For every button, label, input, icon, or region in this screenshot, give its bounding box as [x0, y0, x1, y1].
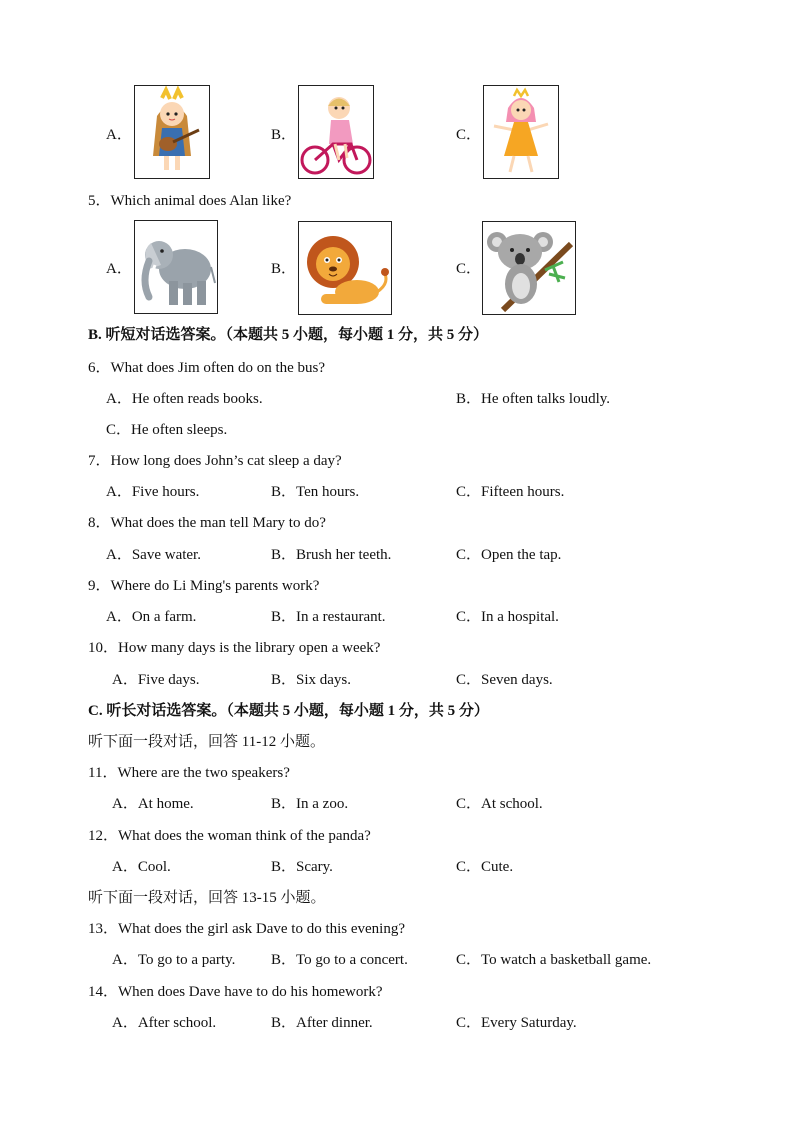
question-8: 8．What does the man tell Mary to do? — [88, 515, 326, 531]
q4-option-c-letter: C． — [456, 127, 482, 143]
q12-option-b: B．Scary. — [271, 859, 333, 875]
q5-option-c-picture — [482, 221, 576, 315]
question-11: 11．Where are the two speakers? — [88, 765, 290, 781]
q5-question: 5．Which animal does Alan like? — [88, 193, 292, 209]
q10-option-b: B．Six days. — [271, 672, 352, 688]
section-b-marker: B. — [88, 327, 102, 343]
q7-option-c: C．Fifteen hours. — [456, 484, 565, 500]
q10-option-a: A．Five days. — [112, 672, 200, 688]
question-9: 9．Where do Li Ming's parents work? — [88, 578, 320, 594]
section-c-title: 听长对话选答案。（本题共 5 小题，每小题 1 分，共 5 分） — [106, 703, 489, 719]
q5-option-b-letter: B． — [271, 261, 297, 277]
question-10: 10．How many days is the library open a week? — [88, 640, 381, 656]
koala-icon — [483, 222, 575, 314]
question-12: 12．What does the woman think of the panda? — [88, 828, 371, 844]
q10-option-c: C．Seven days. — [456, 672, 553, 688]
girl-dancing-icon — [484, 86, 558, 178]
q13-option-b: B．To go to a concert. — [271, 952, 408, 968]
question-13: 13．What does the girl ask Dave to do this evening? — [88, 921, 406, 937]
q8-option-a: A．Save water. — [106, 547, 201, 563]
q7-option-a: A．Five hours. — [106, 484, 200, 500]
q14-option-c: C．Every Saturday. — [456, 1015, 577, 1031]
q12-option-c: C．Cute. — [456, 859, 514, 875]
q6-option-a: A．He often reads books. — [106, 391, 263, 407]
q5-option-a-picture — [134, 220, 218, 314]
q14-option-a: A．After school. — [112, 1015, 217, 1031]
q11-option-a: A．At home. — [112, 796, 194, 812]
q11-option-c: C．At school. — [456, 796, 543, 812]
q8-option-b: B．Brush her teeth. — [271, 547, 392, 563]
q7-option-b: B．Ten hours. — [271, 484, 360, 500]
elephant-icon — [135, 221, 217, 313]
section-c-heading — [88, 702, 489, 720]
question-7: 7．How long does John’s cat sleep a day? — [88, 453, 342, 469]
girl-bicycle-icon — [299, 86, 373, 178]
q13-option-c: C．To watch a basketball game. — [456, 952, 652, 968]
q4-option-b-picture — [298, 85, 374, 179]
section-b-heading — [88, 326, 488, 344]
q4-option-b-letter: B． — [271, 127, 297, 143]
q12-option-a: A．Cool. — [112, 859, 171, 875]
q9-option-b: B．In a restaurant. — [271, 609, 386, 625]
section-c-marker: C. — [88, 703, 103, 719]
section-b-title: 听短对话选答案。（本题共 5 小题，每小题 1 分，共 5 分） — [105, 327, 489, 343]
q9-option-c: C．In a hospital. — [456, 609, 559, 625]
q5-option-a-letter: A． — [106, 261, 132, 277]
section-c-intro-1: 听下面一段对话，回答 11-12 小题。 — [88, 734, 325, 750]
q5-option-c-letter: C． — [456, 261, 482, 277]
q6-option-c: C．He often sleeps. — [106, 422, 228, 438]
q4-option-c-picture — [483, 85, 559, 179]
q4-option-a-letter: A． — [106, 127, 132, 143]
question-14: 14．When does Dave have to do his homework? — [88, 984, 383, 1000]
section-c-intro-2: 听下面一段对话，回答 13-15 小题。 — [88, 890, 326, 906]
q8-option-c: C．Open the tap. — [456, 547, 562, 563]
q14-option-b: B．After dinner. — [271, 1015, 373, 1031]
q6-option-b: B．He often talks loudly. — [456, 391, 611, 407]
q11-option-b: B．In a zoo. — [271, 796, 349, 812]
q4-option-a-picture — [134, 85, 210, 179]
q13-option-a: A．To go to a party. — [112, 952, 236, 968]
q9-option-a: A．On a farm. — [106, 609, 197, 625]
girl-guitar-icon — [135, 86, 209, 178]
question-6: 6．What does Jim often do on the bus? — [88, 360, 326, 376]
q5-option-b-picture — [298, 221, 392, 315]
lion-icon — [299, 222, 391, 314]
